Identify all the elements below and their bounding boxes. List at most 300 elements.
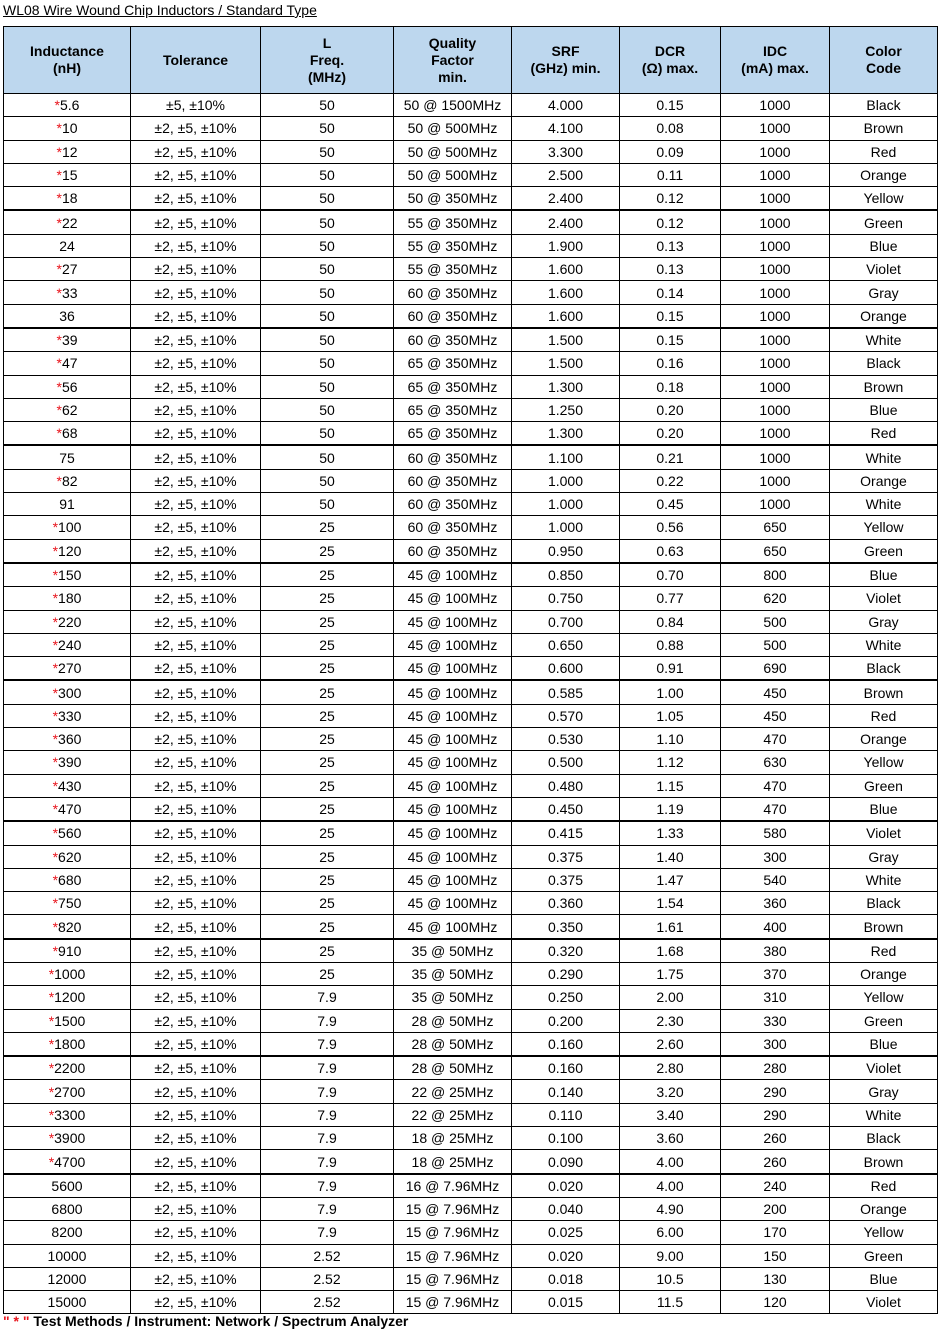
color-code-cell: Yellow: [830, 1221, 938, 1244]
idc-cell: 1000: [721, 94, 830, 117]
color-code-cell: Brown: [830, 1150, 938, 1174]
dcr-cell: 0.20: [620, 422, 721, 446]
srf-cell: 1.100: [512, 445, 620, 469]
dcr-cell: 1.68: [620, 939, 721, 963]
header-l-freq: [261, 27, 394, 94]
idc-cell: 1000: [721, 445, 830, 469]
quality-factor-cell: 60 @ 350MHz: [394, 493, 512, 516]
table-row: [4, 1174, 938, 1198]
inductance-cell: [4, 304, 131, 328]
dcr-cell: 0.11: [620, 163, 721, 186]
idc-cell: 1000: [721, 493, 830, 516]
tolerance-cell: ±2, ±5, ±10%: [131, 751, 261, 774]
color-code-cell: Blue: [830, 1267, 938, 1290]
l-freq-cell: 7.9: [261, 1032, 394, 1056]
idc-cell: 120: [721, 1291, 830, 1314]
quality-factor-cell: 50 @ 1500MHz: [394, 94, 512, 117]
color-code-cell: Violet: [830, 821, 938, 845]
table-row: [4, 1080, 938, 1103]
quality-factor-cell: 60 @ 350MHz: [394, 539, 512, 563]
quality-factor-cell: 18 @ 25MHz: [394, 1150, 512, 1174]
test-marker: *: [48, 1060, 55, 1077]
table-row: [4, 258, 938, 281]
test-marker: *: [52, 567, 59, 584]
inductance-value: 330: [58, 707, 82, 724]
srf-cell: 0.250: [512, 986, 620, 1009]
srf-cell: 0.140: [512, 1080, 620, 1103]
tolerance-cell: ±2, ±5, ±10%: [131, 1244, 261, 1267]
test-marker: *: [54, 97, 60, 114]
inductance-value: 15: [61, 167, 78, 184]
table-row: [4, 751, 938, 774]
header-line: (Ω) max.: [641, 60, 699, 76]
color-code-cell: Violet: [830, 1291, 938, 1314]
color-code-cell: Yellow: [830, 516, 938, 539]
srf-cell: 1.300: [512, 422, 620, 446]
header-line: (GHz) min.: [530, 60, 601, 76]
dcr-cell: 0.14: [620, 281, 721, 304]
srf-cell: 2.400: [512, 210, 620, 234]
idc-cell: 1000: [721, 304, 830, 328]
tolerance-cell: ±2, ±5, ±10%: [131, 774, 261, 797]
idc-cell: 580: [721, 821, 830, 845]
idc-cell: 1000: [721, 163, 830, 186]
quality-factor-cell: 50 @ 500MHz: [394, 140, 512, 163]
table-body: [4, 94, 938, 1314]
inductance-cell: [4, 563, 131, 587]
color-code-cell: Orange: [830, 962, 938, 985]
l-freq-cell: 7.9: [261, 1127, 394, 1150]
color-code-cell: Black: [830, 892, 938, 915]
inductance-cell: [4, 1267, 131, 1290]
inductance-cell: [4, 375, 131, 398]
inductance-cell: [4, 868, 131, 891]
color-code-cell: Gray: [830, 845, 938, 868]
idc-cell: 290: [721, 1080, 830, 1103]
tolerance-cell: ±2, ±5, ±10%: [131, 892, 261, 915]
inductance-value: 360: [58, 731, 82, 748]
l-freq-cell: 25: [261, 587, 394, 610]
dcr-cell: 1.15: [620, 774, 721, 797]
inductance-value: 3900: [54, 1130, 86, 1147]
dcr-cell: 0.12: [620, 187, 721, 211]
tolerance-cell: ±2, ±5, ±10%: [131, 962, 261, 985]
idc-cell: 170: [721, 1221, 830, 1244]
inductance-cell: [4, 587, 131, 610]
idc-cell: 370: [721, 962, 830, 985]
color-code-cell: White: [830, 868, 938, 891]
test-marker: *: [52, 613, 59, 630]
test-marker: *: [48, 1012, 55, 1029]
tolerance-cell: ±2, ±5, ±10%: [131, 1056, 261, 1080]
footnote-marker: " * ": [3, 1313, 30, 1329]
dcr-cell: 0.70: [620, 563, 721, 587]
inductance-cell: [4, 187, 131, 211]
srf-cell: 0.950: [512, 539, 620, 563]
inductance-value: 100: [58, 519, 82, 536]
quality-factor-cell: 60 @ 350MHz: [394, 445, 512, 469]
srf-cell: 0.110: [512, 1103, 620, 1126]
tolerance-cell: ±2, ±5, ±10%: [131, 587, 261, 610]
srf-cell: 1.600: [512, 281, 620, 304]
header-srf: [512, 27, 620, 94]
color-code-cell: Gray: [830, 1080, 938, 1103]
idc-cell: 500: [721, 610, 830, 633]
inductance-value: 560: [58, 825, 82, 842]
inductance-cell: [4, 493, 131, 516]
dcr-cell: 0.09: [620, 140, 721, 163]
l-freq-cell: 50: [261, 94, 394, 117]
table-row: [4, 445, 938, 469]
dcr-cell: 1.40: [620, 845, 721, 868]
color-code-cell: Blue: [830, 797, 938, 821]
table-row: [4, 1291, 938, 1314]
color-code-cell: Black: [830, 657, 938, 681]
quality-factor-cell: 45 @ 100MHz: [394, 563, 512, 587]
idc-cell: 650: [721, 539, 830, 563]
inductance-value: 6800: [51, 1201, 83, 1218]
l-freq-cell: 2.52: [261, 1291, 394, 1314]
color-code-cell: Blue: [830, 234, 938, 257]
inductance-cell: [4, 821, 131, 845]
header-line: (MHz): [307, 68, 347, 85]
test-marker: *: [52, 542, 59, 559]
color-code-cell: White: [830, 1103, 938, 1126]
color-code-cell: Orange: [830, 728, 938, 751]
quality-factor-cell: 45 @ 100MHz: [394, 728, 512, 751]
idc-cell: 200: [721, 1197, 830, 1220]
header-line: L: [322, 34, 332, 51]
idc-cell: 1000: [721, 258, 830, 281]
idc-cell: 1000: [721, 210, 830, 234]
inductance-cell: [4, 774, 131, 797]
srf-cell: 0.750: [512, 587, 620, 610]
srf-cell: 0.360: [512, 892, 620, 915]
table-row: [4, 210, 938, 234]
quality-factor-cell: 45 @ 100MHz: [394, 633, 512, 656]
test-marker: *: [52, 801, 59, 818]
inductance-cell: [4, 915, 131, 939]
srf-cell: 1.600: [512, 258, 620, 281]
inductance-value: 240: [58, 636, 82, 653]
tolerance-cell: ±2, ±5, ±10%: [131, 1174, 261, 1198]
quality-factor-cell: 18 @ 25MHz: [394, 1127, 512, 1150]
test-marker: *: [52, 871, 59, 888]
color-code-cell: Blue: [830, 563, 938, 587]
idc-cell: 690: [721, 657, 830, 681]
srf-cell: 1.250: [512, 398, 620, 421]
dcr-cell: 0.56: [620, 516, 721, 539]
header-row: [4, 27, 938, 94]
inductance-cell: [4, 1221, 131, 1244]
inductance-value: 220: [58, 613, 82, 630]
srf-cell: 4.100: [512, 117, 620, 140]
table-row: [4, 587, 938, 610]
inductance-cell: [4, 1291, 131, 1314]
tolerance-cell: ±2, ±5, ±10%: [131, 1103, 261, 1126]
dcr-cell: 1.33: [620, 821, 721, 845]
inductance-cell: [4, 210, 131, 234]
l-freq-cell: 50: [261, 140, 394, 163]
l-freq-cell: 50: [261, 210, 394, 234]
idc-cell: 380: [721, 939, 830, 963]
srf-cell: 0.025: [512, 1221, 620, 1244]
inductance-value: 390: [58, 754, 82, 771]
test-marker: *: [52, 590, 59, 607]
color-code-cell: White: [830, 493, 938, 516]
inductance-value: 15000: [47, 1294, 87, 1311]
srf-cell: 0.350: [512, 915, 620, 939]
quality-factor-cell: 45 @ 100MHz: [394, 915, 512, 939]
srf-cell: 0.040: [512, 1197, 620, 1220]
quality-factor-cell: 45 @ 100MHz: [394, 892, 512, 915]
tolerance-cell: ±2, ±5, ±10%: [131, 1009, 261, 1032]
l-freq-cell: 7.9: [261, 1009, 394, 1032]
dcr-cell: 0.20: [620, 398, 721, 421]
color-code-cell: Orange: [830, 469, 938, 492]
test-marker: *: [48, 966, 55, 983]
quality-factor-cell: 45 @ 100MHz: [394, 821, 512, 845]
tolerance-cell: ±2, ±5, ±10%: [131, 610, 261, 633]
header-line: SRF: [551, 43, 580, 59]
inductance-cell: [4, 1009, 131, 1032]
test-marker: *: [56, 261, 62, 278]
inductance-cell: [4, 539, 131, 563]
idc-cell: 650: [721, 516, 830, 539]
dcr-cell: 0.21: [620, 445, 721, 469]
inductance-value: 75: [59, 449, 75, 466]
color-code-cell: Orange: [830, 163, 938, 186]
tolerance-cell: ±2, ±5, ±10%: [131, 939, 261, 963]
inductance-cell: [4, 1244, 131, 1267]
inductance-cell: [4, 328, 131, 352]
test-marker: *: [52, 895, 59, 912]
tolerance-cell: ±2, ±5, ±10%: [131, 1080, 261, 1103]
dcr-cell: 0.22: [620, 469, 721, 492]
table-row: [4, 986, 938, 1009]
dcr-cell: 0.84: [620, 610, 721, 633]
dcr-cell: 2.00: [620, 986, 721, 1009]
inductance-value: 750: [58, 895, 82, 912]
l-freq-cell: 25: [261, 845, 394, 868]
quality-factor-cell: 45 @ 100MHz: [394, 774, 512, 797]
srf-cell: 0.160: [512, 1056, 620, 1080]
inductance-cell: [4, 234, 131, 257]
idc-cell: 450: [721, 680, 830, 704]
inductance-value: 18: [61, 190, 78, 207]
dcr-cell: 1.00: [620, 680, 721, 704]
table-row: [4, 352, 938, 375]
test-marker: *: [52, 707, 59, 724]
test-marker: *: [52, 848, 59, 865]
inductance-cell: [4, 680, 131, 704]
header-color-code: [830, 27, 938, 94]
quality-factor-cell: 35 @ 50MHz: [394, 986, 512, 1009]
inductance-value: 22: [61, 214, 78, 231]
idc-cell: 1000: [721, 352, 830, 375]
tolerance-cell: ±2, ±5, ±10%: [131, 187, 261, 211]
inductance-value: 620: [58, 848, 82, 865]
color-code-cell: White: [830, 445, 938, 469]
srf-cell: 0.020: [512, 1244, 620, 1267]
idc-cell: 1000: [721, 398, 830, 421]
dcr-cell: 1.19: [620, 797, 721, 821]
srf-cell: 0.160: [512, 1032, 620, 1056]
table-row: [4, 1150, 938, 1174]
table-row: [4, 422, 938, 446]
color-code-cell: Yellow: [830, 986, 938, 1009]
idc-cell: 630: [721, 751, 830, 774]
srf-cell: 0.090: [512, 1150, 620, 1174]
inductance-cell: [4, 986, 131, 1009]
l-freq-cell: 50: [261, 281, 394, 304]
inductance-value: 2700: [54, 1083, 86, 1100]
test-marker: *: [56, 402, 62, 418]
color-code-cell: Green: [830, 1009, 938, 1032]
srf-cell: 0.450: [512, 797, 620, 821]
srf-cell: 0.585: [512, 680, 620, 704]
table-row: [4, 1221, 938, 1244]
test-marker: *: [52, 684, 59, 701]
test-marker: *: [48, 1153, 55, 1170]
inductance-value: 180: [58, 590, 82, 607]
inductance-cell: [4, 728, 131, 751]
inductance-value: 10: [61, 120, 78, 137]
srf-cell: 0.290: [512, 962, 620, 985]
color-code-cell: Orange: [830, 1197, 938, 1220]
color-code-cell: Violet: [830, 587, 938, 610]
quality-factor-cell: 15 @ 7.96MHz: [394, 1221, 512, 1244]
idc-cell: 360: [721, 892, 830, 915]
color-code-cell: Green: [830, 774, 938, 797]
inductance-value: 910: [58, 942, 82, 959]
l-freq-cell: 7.9: [261, 1150, 394, 1174]
quality-factor-cell: 60 @ 350MHz: [394, 328, 512, 352]
inductance-cell: [4, 751, 131, 774]
color-code-cell: Green: [830, 1244, 938, 1267]
idc-cell: 620: [721, 587, 830, 610]
dcr-cell: 1.54: [620, 892, 721, 915]
inductance-value: 1200: [54, 989, 86, 1006]
table-row: [4, 1056, 938, 1080]
inductor-spec-table: [3, 26, 938, 1314]
l-freq-cell: 50: [261, 258, 394, 281]
test-marker: *: [56, 143, 62, 160]
quality-factor-cell: 35 @ 50MHz: [394, 939, 512, 963]
inductance-value: 270: [58, 660, 82, 677]
table-row: [4, 187, 938, 211]
dcr-cell: 3.20: [620, 1080, 721, 1103]
l-freq-cell: 50: [261, 328, 394, 352]
quality-factor-cell: 65 @ 350MHz: [394, 352, 512, 375]
l-freq-cell: 50: [261, 117, 394, 140]
quality-factor-cell: 60 @ 350MHz: [394, 281, 512, 304]
header-dcr: [620, 27, 721, 94]
table-row: [4, 163, 938, 186]
srf-cell: 0.850: [512, 563, 620, 587]
srf-cell: 1.600: [512, 304, 620, 328]
dcr-cell: 0.18: [620, 375, 721, 398]
idc-cell: 470: [721, 728, 830, 751]
dcr-cell: 2.80: [620, 1056, 721, 1080]
table-row: [4, 962, 938, 985]
test-marker: *: [56, 425, 62, 442]
srf-cell: 2.400: [512, 187, 620, 211]
tolerance-cell: ±2, ±5, ±10%: [131, 234, 261, 257]
inductance-cell: [4, 704, 131, 727]
quality-factor-cell: 65 @ 350MHz: [394, 422, 512, 446]
header-line: Code: [866, 60, 901, 76]
tolerance-cell: ±2, ±5, ±10%: [131, 868, 261, 891]
quality-factor-cell: 50 @ 350MHz: [394, 187, 512, 211]
l-freq-cell: 25: [261, 633, 394, 656]
color-code-cell: Yellow: [830, 751, 938, 774]
inductance-cell: [4, 398, 131, 421]
idc-cell: 500: [721, 633, 830, 656]
test-marker: *: [48, 1083, 55, 1100]
inductance-cell: [4, 1127, 131, 1150]
table-row: [4, 892, 938, 915]
table-row: [4, 1103, 938, 1126]
table-row: [4, 657, 938, 681]
quality-factor-cell: 22 @ 25MHz: [394, 1103, 512, 1126]
srf-cell: 0.530: [512, 728, 620, 751]
footnote: [3, 1313, 408, 1329]
srf-cell: 1.000: [512, 469, 620, 492]
srf-cell: 0.375: [512, 868, 620, 891]
quality-factor-cell: 50 @ 500MHz: [394, 117, 512, 140]
dcr-cell: 0.88: [620, 633, 721, 656]
quality-factor-cell: 45 @ 100MHz: [394, 845, 512, 868]
test-marker: *: [48, 1106, 55, 1123]
inductance-value: 5600: [51, 1177, 83, 1194]
test-marker: *: [52, 731, 59, 748]
tolerance-cell: ±2, ±5, ±10%: [131, 469, 261, 492]
tolerance-cell: ±2, ±5, ±10%: [131, 915, 261, 939]
idc-cell: 1000: [721, 422, 830, 446]
idc-cell: 540: [721, 868, 830, 891]
color-code-cell: Brown: [830, 680, 938, 704]
idc-cell: 280: [721, 1056, 830, 1080]
table-row: [4, 398, 938, 421]
test-marker: *: [52, 825, 59, 842]
tolerance-cell: ±2, ±5, ±10%: [131, 563, 261, 587]
inductance-value: 680: [58, 871, 82, 888]
quality-factor-cell: 45 @ 100MHz: [394, 797, 512, 821]
test-marker: *: [48, 1130, 55, 1147]
srf-cell: 0.200: [512, 1009, 620, 1032]
tolerance-cell: ±2, ±5, ±10%: [131, 633, 261, 656]
l-freq-cell: 50: [261, 234, 394, 257]
header-tolerance: [131, 27, 261, 94]
idc-cell: 1000: [721, 187, 830, 211]
color-code-cell: Red: [830, 1174, 938, 1198]
inductance-cell: [4, 140, 131, 163]
table-row: [4, 680, 938, 704]
header-line: IDC: [762, 43, 788, 59]
quality-factor-cell: 22 @ 25MHz: [394, 1080, 512, 1103]
srf-cell: 0.320: [512, 939, 620, 963]
header-quality-factor: [394, 27, 512, 94]
dcr-cell: 0.16: [620, 352, 721, 375]
inductance-value: 82: [61, 472, 78, 489]
quality-factor-cell: 45 @ 100MHz: [394, 587, 512, 610]
srf-cell: 0.700: [512, 610, 620, 633]
tolerance-cell: ±2, ±5, ±10%: [131, 328, 261, 352]
srf-cell: 0.600: [512, 657, 620, 681]
inductance-value: 24: [59, 237, 75, 254]
tolerance-cell: ±2, ±5, ±10%: [131, 539, 261, 563]
